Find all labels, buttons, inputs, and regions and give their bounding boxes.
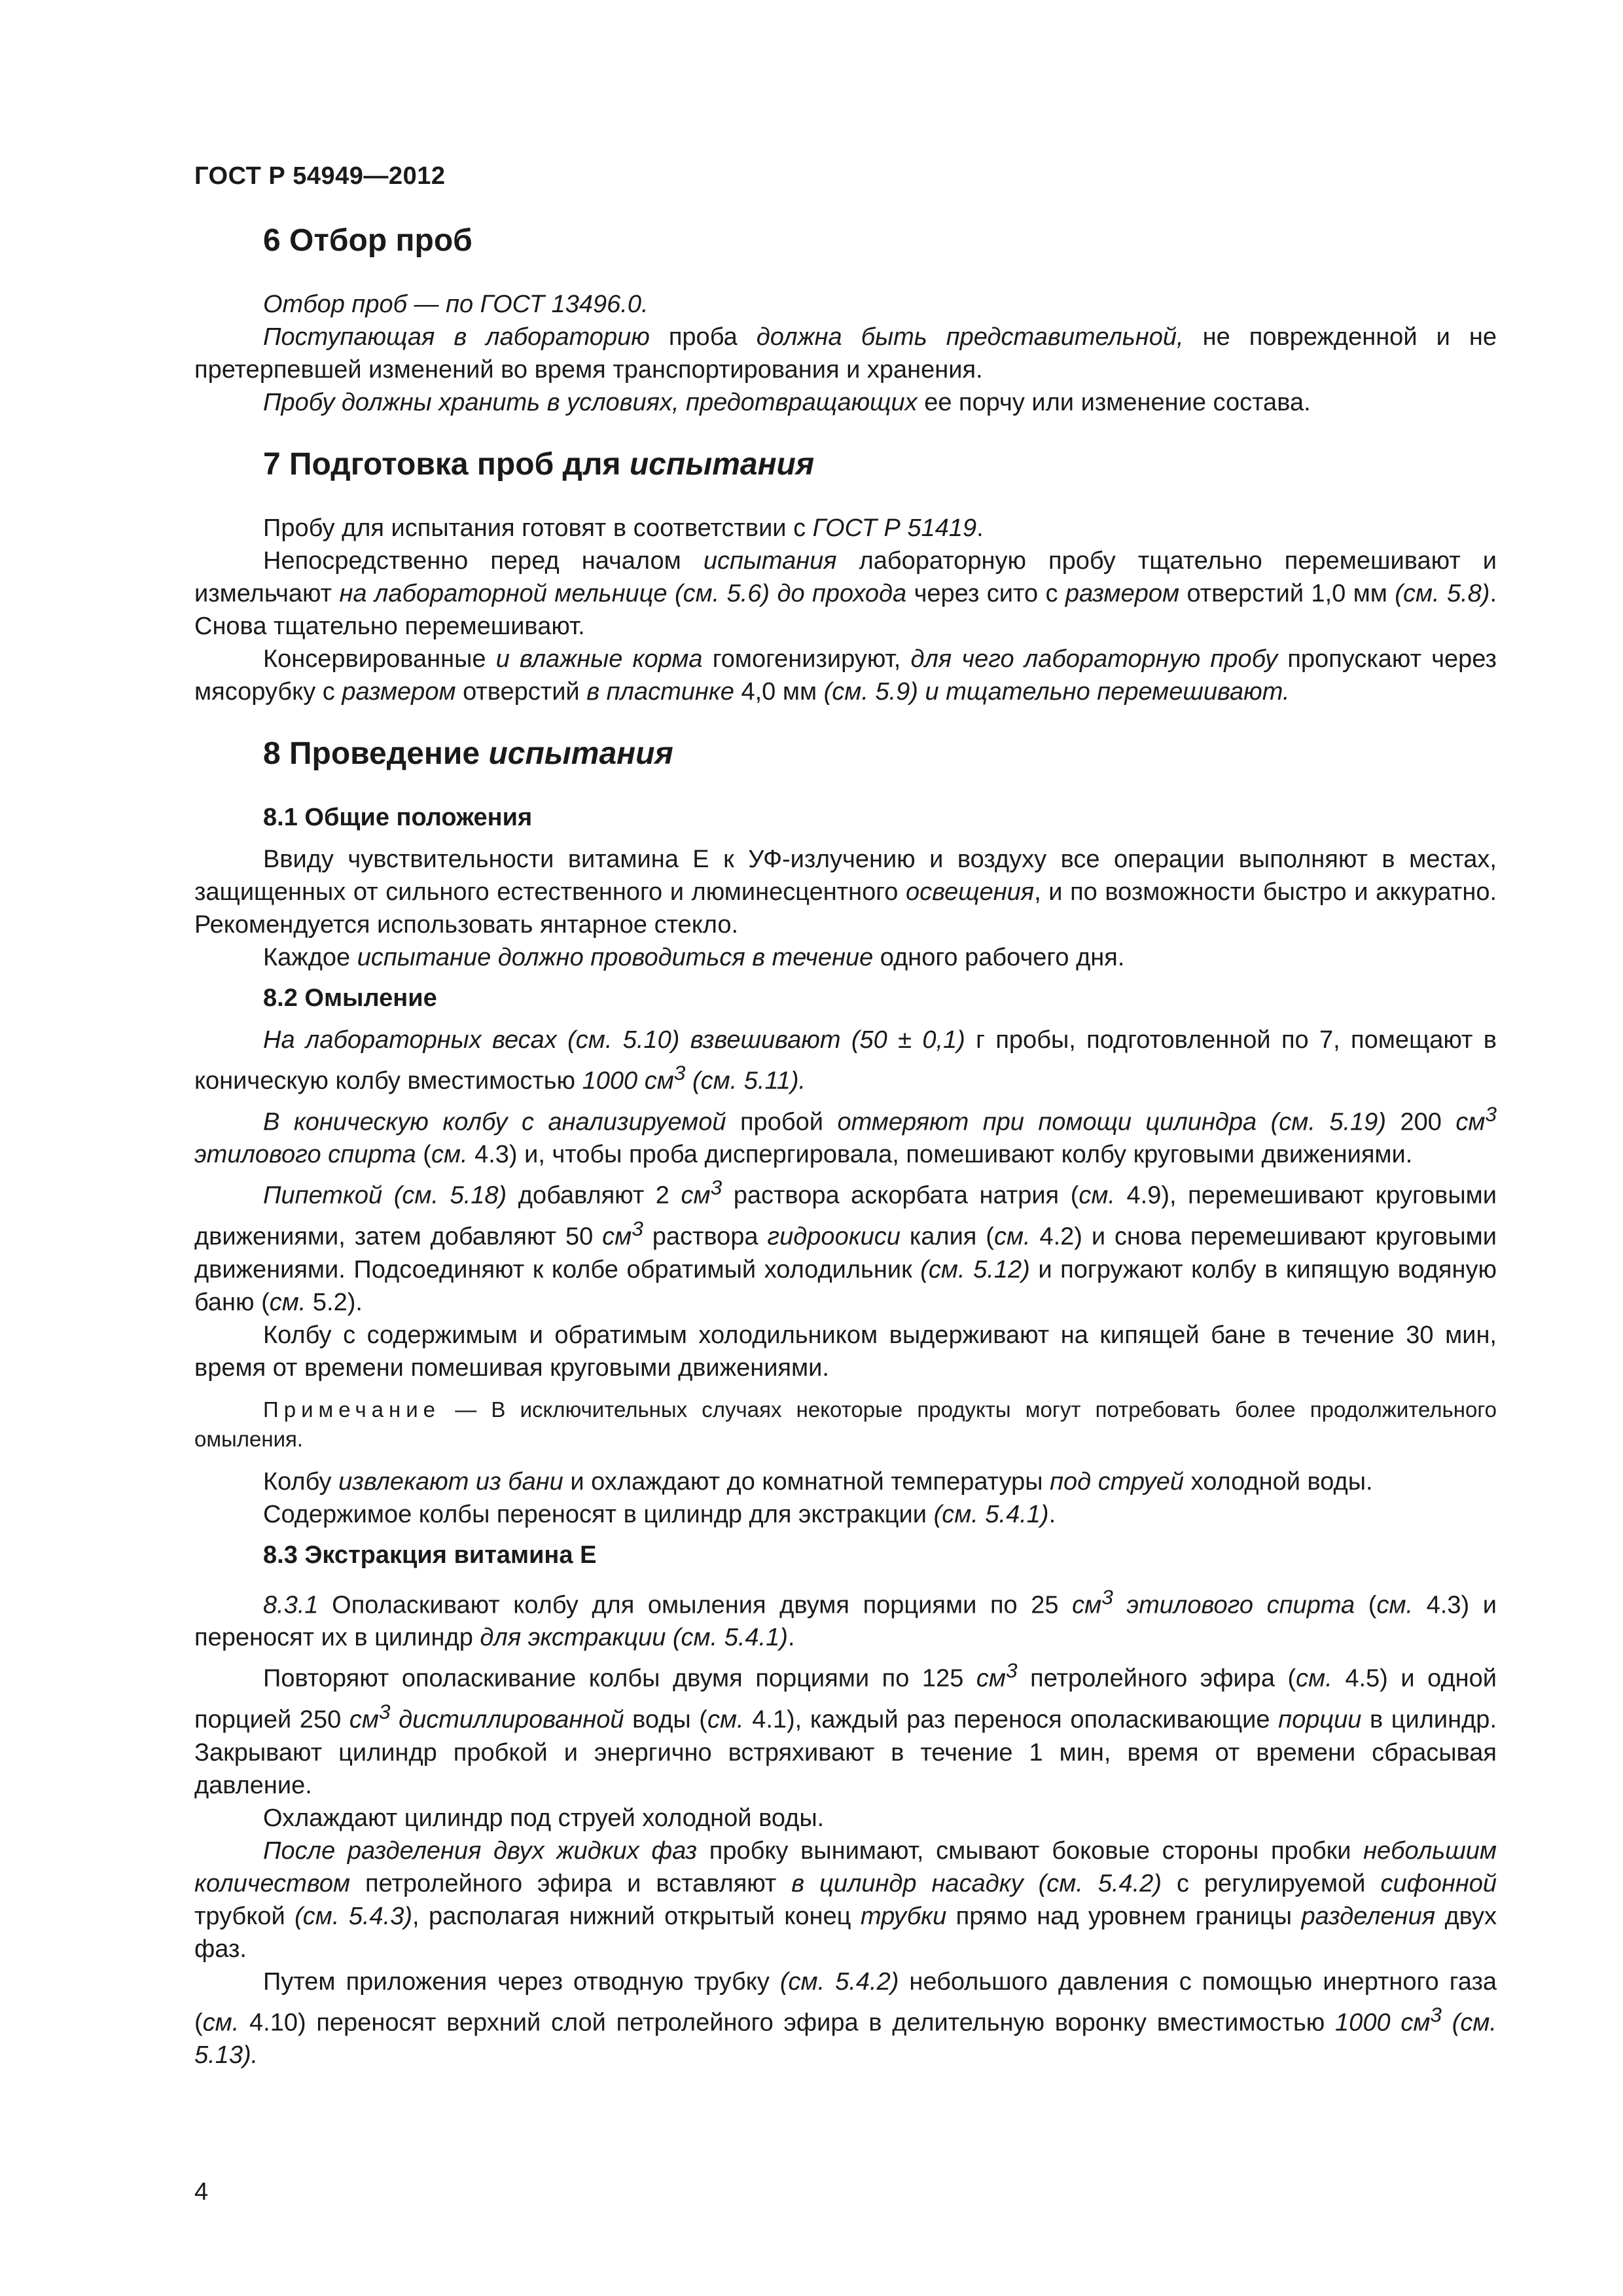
- subsection-8-3-paragraph-5: Путем приложения через отводную трубку (см. 5.4.2) небольшого давления с помощью инертного газа (см. 4.10) переносят верхний слой петролейного эфира в делительную воронку вместимостью 1000 $см^3$ (см. 5.13).: [194, 1967, 1497, 2070]
- subsection-8-2-paragraph-3: Пипеткой (см. 5.18) добавляют 2 $см^3$ раствора аскорбата натрия (см. 4.9), перемешивают круговыми движениями, затем добавляют 50 $см^3$ раствора гидроокиси калия (см. 4.2) и снова перемешивают круговыми движениями. Подсоединяют к колбе обратимый холодильник (см. 5.12) и погружают колбу в кипящую водяную баню (см. 5.2).: [194, 1175, 1497, 1316]
- section-7-paragraph-1: Пробу для испытания готовят в соответствии с ГОСТ Р 51419.: [263, 514, 984, 542]
- section-6-paragraph-1: Отбор проб — по ГОСТ 13496.0.: [263, 291, 649, 318]
- subsection-8-3-paragraph-2: Повторяют ополаскивание колбы двумя порциями по 125 $см^3$ петролейного эфира (см. 4.5) и одной порцией 250 $см^3$ дистиллированной воды (см. 4.1), каждый раз перенося ополаскивающие порции в цилиндр. Закрывают цилиндр пробкой и энергично встряхивают в течение 1 мин, время от времени сбрасывая давление.: [194, 1659, 1497, 1799]
- section-7-heading: 7 Подготовка проб для испытания: [263, 447, 815, 482]
- subsection-8-1-paragraph-2: Каждое испытание должно проводиться в течение одного рабочего дня.: [263, 944, 1125, 971]
- note: Примечание — В исключительных случаях некоторые продукты могут потребовать более продолжительного омыления.: [194, 1397, 1497, 1451]
- subsection-8-3-1-paragraph: 8.3.1 Ополаскивают колбу для омыления двумя порциями по 25 $см^3$ этилового спирта (см. 4.3) и переносят их в цилиндр для экстракции (см. 5.4.1).: [194, 1585, 1497, 1652]
- subsection-8-2-paragraph-5: Колбу извлекают из бани и охлаждают до комнатной температуры под струей холодной воды.: [263, 1467, 1373, 1496]
- subsection-8-2-paragraph-4: Колбу с содержимым и обратимым холодильником выдерживают на кипящей бане в течение 30 мин, время от времени помешивая круговыми движениями.: [194, 1321, 1497, 1382]
- subsection-8-2-paragraph-2: В коническую колбу с анализируемой пробой отмеряют при помощи цилиндра (см. 5.19) 200 $см^3$ этилового спирта (см. 4.3) и, чтобы проба диспергировала, помешивают колбу круговыми движениями.: [194, 1102, 1497, 1169]
- subsection-8-1-paragraph-1: Ввиду чувствительности витамина Е к УФ-излучению и воздуху все операции выполняют в местах, защищенных от сильного естественного и люминесцентного освещения, и по возможности быстро и аккуратно. Рекомендуется использовать янтарное стекло.: [194, 846, 1497, 939]
- subsection-8-3-heading: 8.3 Экстракция витамина Е: [263, 1541, 597, 1569]
- subsection-8-2-heading: 8.2 Омыление: [263, 984, 437, 1012]
- subsection-8-1-heading: 8.1 Общие положения: [263, 804, 533, 831]
- document-body: [194, 221, 1497, 2072]
- subsection-8-2-paragraph-1: На лабораторных весах (см. 5.10) взвешивают (50 ± 0,1) г пробы, подготовленной по 7, помещают в коническую колбу вместимостью 1000 $см^3$ (см. 5.11).: [194, 1026, 1497, 1095]
- subsection-8-2-paragraph-6: Содержимое колбы переносят в цилиндр для экстракции (см. 5.4.1).: [263, 1500, 1056, 1528]
- section-6-paragraph-3: Пробу должны хранить в условиях, предотвращающих ее порчу или изменение состава.: [263, 389, 1311, 416]
- page-number: 4: [194, 2178, 209, 2206]
- section-6-paragraph-2: Поступающая в лабораторию проба должна быть представительной, не поврежденной и не претерпевшей изменений во время транспортирования и хранения.: [194, 323, 1497, 384]
- document-code: ГОСТ Р 54949—2012: [194, 162, 446, 190]
- section-6-heading: 6 Отбор проб: [263, 223, 473, 258]
- section-7-paragraph-3: Консервированные и влажные корма гомогенизируют, для чего лабораторную пробу пропускают через мясорубку с размером отверстий в пластинке 4,0 мм (см. 5.9) и тщательно перемешивают.: [194, 645, 1497, 706]
- section-8-heading: 8 Проведение испытания: [263, 736, 673, 771]
- note-label: Примечание: [263, 1397, 441, 1422]
- subsection-8-3-paragraph-3: Охлаждают цилиндр под струей холодной воды.: [263, 1804, 825, 1832]
- section-7-paragraph-2: Непосредственно перед началом испытания лабораторную пробу тщательно перемешивают и измельчают на лабораторной мельнице (см. 5.6) до прохода через сито с размером отверстий 1,0 мм (см. 5.8). Снова тщательно перемешивают.: [194, 547, 1497, 640]
- subsection-8-3-paragraph-4: После разделения двух жидких фаз пробку вынимают, смывают боковые стороны пробки небольшим количеством петролейного эфира и вставляют в цилиндр насадку (см. 5.4.2) с регулируемой сифонной трубкой (см. 5.4.3), располагая нижний открытый конец трубки прямо над уровнем границы разделения двух фаз.: [194, 1837, 1497, 1963]
